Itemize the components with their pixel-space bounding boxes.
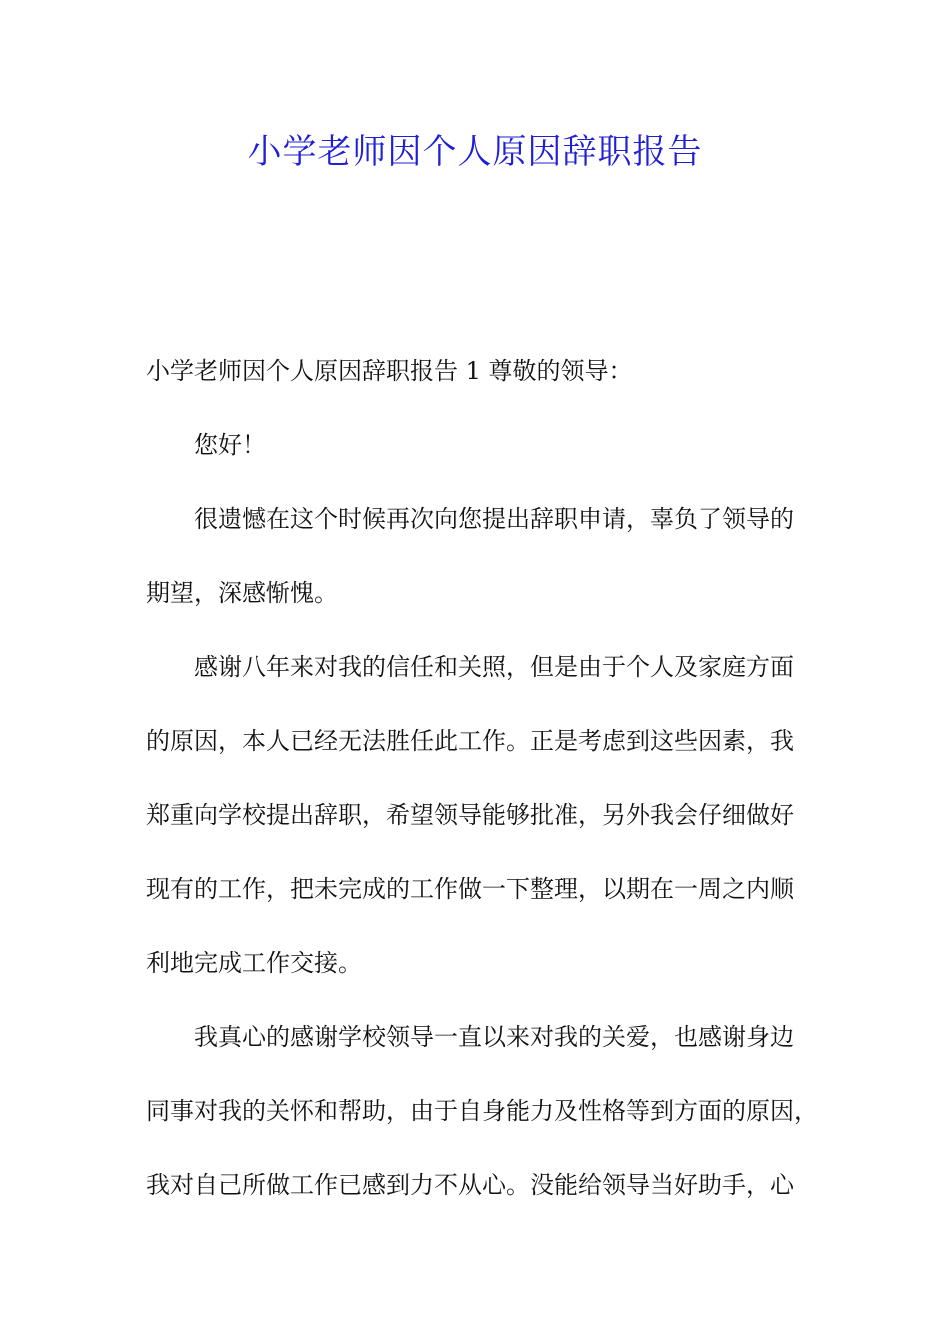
body-line-7: 郑重向学校提出辞职，希望领导能够批准，另外我会仔细做好 (146, 801, 794, 829)
body-line-10: 我真心的感谢学校领导一直以来对我的关爱，也感谢身边 (194, 1023, 794, 1051)
document-title: 小学老师因个人原因辞职报告 (247, 132, 703, 172)
body-line-12: 我对自己所做工作已感到力不从心。没能给领导当好助手，心 (146, 1171, 794, 1199)
body-line-5: 感谢八年来对我的信任和关照，但是由于个人及家庭方面 (194, 653, 794, 681)
body-line-11: 同事对我的关怀和帮助，由于自身能力及性格等到方面的原因， (146, 1097, 818, 1125)
body-line-9: 利地完成工作交接。 (146, 949, 362, 977)
document-body (146, 334, 826, 1222)
body-line-6: 的原因，本人已经无法胜任此工作。正是考虑到这些因素，我 (146, 727, 794, 755)
body-line-1: 小学老师因个人原因辞职报告 1 尊敬的领导： (146, 357, 633, 385)
body-line-4: 期望，深感惭愧。 (146, 579, 338, 607)
body-line-3: 很遗憾在这个时候再次向您提出辞职申请，辜负了领导的 (194, 505, 794, 533)
body-line-8: 现有的工作，把未完成的工作做一下整理，以期在一周之内顺 (146, 875, 794, 903)
body-line-2: 您好！ (194, 431, 266, 459)
